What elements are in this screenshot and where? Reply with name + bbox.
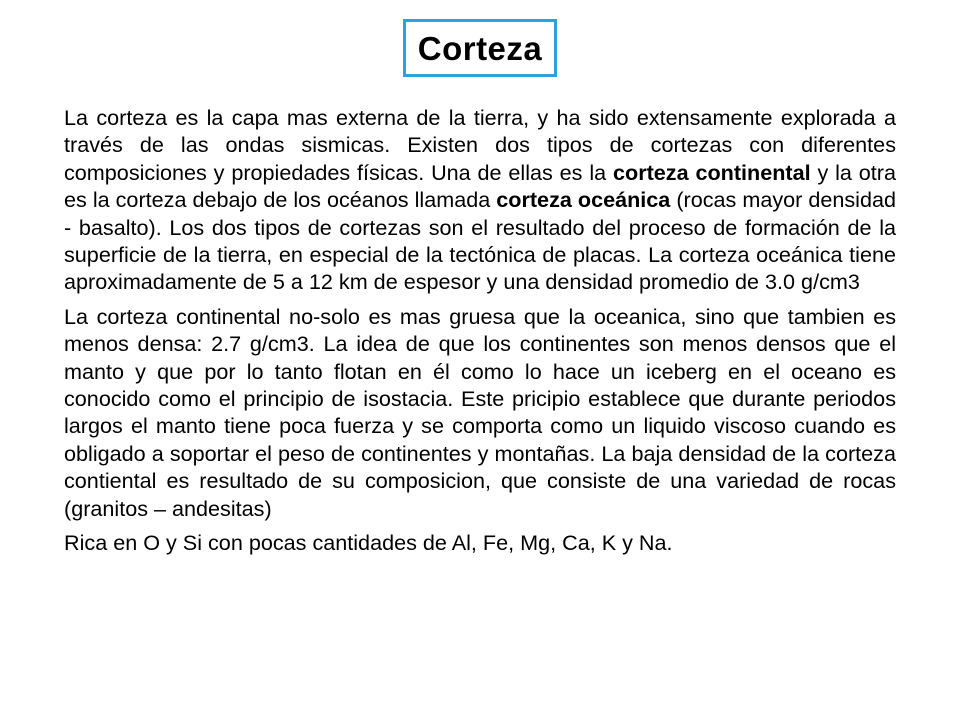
paragraph-1-part-1: La corteza es la capa mas externa de la tierra, y ha sido extensamente explorada a través de las ondas sismicas. Existen dos tipos de cortezas con diferentes composiciones y propiedades físicas. Una de ellas es la <box>64 105 896 185</box>
title-box <box>403 19 557 77</box>
body-text <box>64 104 896 557</box>
paragraph-1-part-2: y la otra es la corteza debajo de los océanos llamada <box>64 159 897 213</box>
paragraph-1-part-3: (rocas mayor densidad - basalto). Los dos tipos de cortezas son el resultado del proceso de formación de la superficie de la tierra, en especial de la tectónica de placas. La corteza oceánica tiene aproximadamente de 5 a 12 km de espesor y una densidad promedio de 3.0 g/cm3 <box>64 187 897 295</box>
term-oceanic-crust: corteza oceánica <box>496 187 671 213</box>
paragraph-3: Rica en O y Si con pocas cantidades de Al, Fe, Mg, Ca, K y Na. <box>64 530 673 556</box>
slide-title: Corteza <box>417 29 543 67</box>
paragraph-2: La corteza continental no-solo es mas gruesa que la oceanica, sino que tambien es menos densa: 2.7 g/cm3. La idea de que los continentes son menos densos que el manto y que por lo tanto flotan en él como lo hace un iceberg en el oceano es conocido como el principio de isostacia. Este pricipio establece que durante periodos largos el manto tiene poca fuerza y se comporta como un liquido viscoso cuando es obligado a soportar el peso de continentes y montañas. La baja densidad de la corteza contiental es resultado de su composicion, que consiste de una variedad de rocas (granitos – andesitas) <box>64 303 896 521</box>
paragraph-1 <box>64 104 896 296</box>
term-continental-crust: corteza continental <box>613 159 811 185</box>
